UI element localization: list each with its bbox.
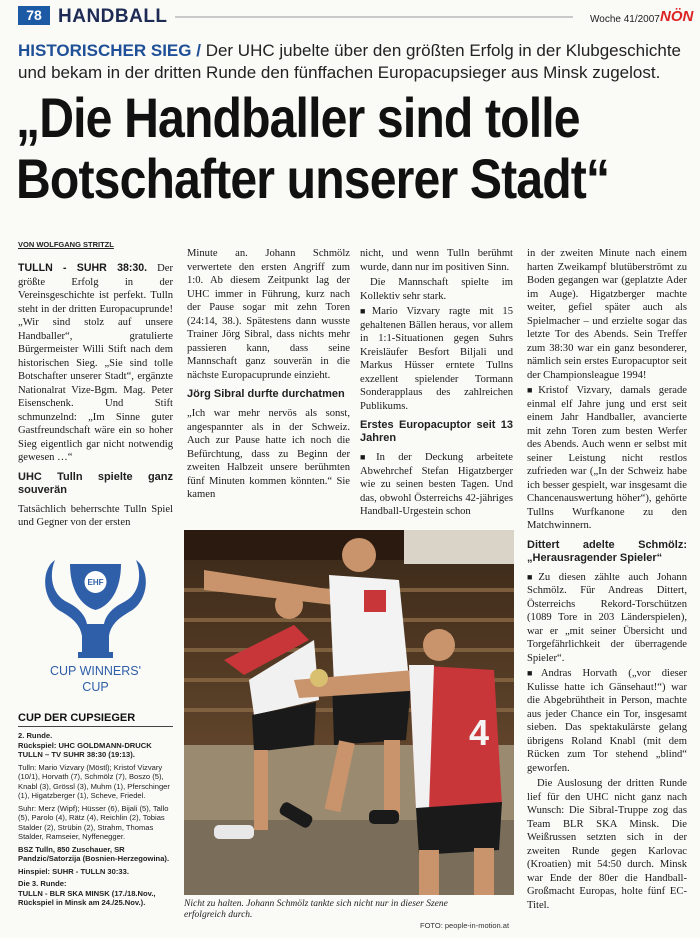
logo-line-1: CUP WINNERS' (49, 664, 142, 678)
article-paragraph: ■ Andras Horvath („vor dieser Kulisse hatte ich Gänsehaut!“) war die Abgebrühtheit in Person, machte aus jeder Chance ein Tor, insgesamt sieben. Das spektakulärste gelang übrigens Roland Knabl (mit dem Rücken zum Tor stehend „blind“ geworfen. (527, 667, 687, 775)
article-paragraph: ■ Zu diesen zählte auch Johann Schmölz. Für Andreas Dittert, Österreichs Rekord-Torschützen (1089 Tore in 203 Länderspielen), war er „mit seiner Übersicht und Torgefährlichkeit der überragende Spieler“. (527, 571, 687, 666)
article-paragraph: Der größte Erfolg in der Vereinsgeschichte ist perfekt. Tulln steht in der dritten Europacuprunde! „Wir sind stolz auf unsere Handballer“, gratulierte Bürgermeister Willi Stift nach dem historischen Sieg. „Sie sind tolle Botschafter unserer Stadt“, ergänzte Nationalrat Vize-Bgm. Mag. Peter Eisenschenk. Und Stift schmunzelnd: „Im Sinne guter Gastfreundschaft wäre ein so hoher Sieg eigentlich gar nicht notwendig gewesen …“ (18, 263, 173, 463)
article-paragraph: Minute an. Johann Schmölz verwertete den ersten Angriff zum 1:0. Ab diesem Zeitpunkt lag der UHC immer in Führung, kurz nach der Pause sogar mit zehn Toren (24:14, 38.). Spätestens dann wusste Trainer Jörg Sibral, dass nichts mehr passieren kann, dass seine Mannschaft ganz souverän in die nächste Europacuprunde einzieht. (187, 248, 350, 381)
stats-lineup-tulln: Tulln: Mario Vizvary (Möstl); Kristof Vizvary (10/1), Horvath (7), Schmölz (7), Boszo (5), Knabl (3), Grössl (3), Muhm (1), Pferschinger (1), Higatzberger (1), Scheve, Friedel. (18, 762, 170, 800)
header-divider (175, 16, 573, 18)
stats-first-leg: Hinspiel: SUHR - TULLN 30:33. (18, 866, 129, 876)
stats-title: CUP DER CUPSIEGER (18, 712, 136, 724)
section-title: HANDBALL (58, 6, 168, 27)
article-paragraph: in der zweiten Minute nach einem harten Zweikampf blutüberströmt zu Boden gegangen war (geplatzte Ader im Auge). Higatzberger machte weiter, gefiel später auch als Spielmacher – und erzielte sogar das letzte Tor des Abends. Sein Treffer zum 38:30 war ein ganz besonderer, nämlich sein erstes Europacuptor seit der Championsleague 1994! (527, 248, 687, 381)
kicker-label: HISTORISCHER SIEG / (18, 41, 201, 60)
headline-line-1: „Die Handballer sind tolle (16, 86, 580, 149)
article-column-4 (527, 247, 687, 914)
issue-week: Woche 41/2007 (590, 14, 660, 25)
match-photo (184, 530, 514, 895)
article-column-2 (187, 247, 350, 504)
stats-round-3: Die 3. Runde: (18, 879, 67, 888)
cup-winners-cup-logo (18, 540, 173, 695)
stats-round: 2. Runde. (18, 731, 53, 740)
handball-scene-illustration (184, 530, 514, 895)
article-paragraph: Tatsächlich beherrschte Tulln Spiel und Gegner von der ersten (18, 503, 173, 528)
headline-line-2: Botschafter unserer Stadt“ (16, 147, 610, 210)
article-paragraph: Die Auslosung der dritten Runde lief für den UHC nicht ganz nach Wunsch: Die Sibral-Truppe zog das Team BLR SKA Minsk. Die Weißrussen setzten sich in der zweiten Runde gegen Karlovac (Kroatien) mit 54:50 durch. Minsk war Ende der 80er die Handball-Großmacht Europas, holte fünf EC-Titel. (527, 778, 687, 911)
kicker-block (18, 40, 682, 84)
jersey-number: 4 (468, 712, 490, 753)
photo-caption: Nicht zu halten. Johann Schmölz tankte sich nicht nur in dieser Szene erfolgreich durch. (184, 899, 448, 920)
brand-logo: NÖN (660, 8, 694, 25)
subheading: Erstes Europacuptor seit 13 Jahren (360, 419, 513, 444)
stats-result: Rückspiel: UHC GOLDMANN-DRUCK TULLN – TV SUHR 38:30 (19:13). (18, 740, 152, 759)
byline: VON WOLFGANG STRITZL (18, 240, 114, 249)
stats-round-3-match: TULLN - BLR SKA MINSK (17./18.Nov., Rückspiel in Minsk am 24./25.Nov.). (18, 888, 156, 907)
subheading: UHC Tulln spielte ganz souverän (18, 470, 173, 496)
photo-credit: FOTO: people-in-motion.at (420, 921, 510, 930)
article-lead: TULLN - SUHR 38:30. (18, 262, 148, 274)
article-paragraph: ■ Kristof Vizvary, damals gerade einmal elf Jahre jung und erst seit einem Jahr Handballer, avancierte mit zehn Toren zum besten Werfer des Abends. Auch wenn er selbst mit seiner Leistung nicht restlos zufrieden war („In der Schweiz habe ich besser gespielt, war insgesamt die Chancenauswertung höher“), gehörte Tullns Wurfkanone zu den Matchwinnern. (527, 384, 687, 533)
subheading: Jörg Sibral durfte durchatmen (187, 388, 345, 400)
article-paragraph: nicht, und wenn Tulln berühmt wurde, dann nur im positiven Sinn. (360, 248, 513, 273)
article-paragraph: Die Mannschaft spielte im Kollektiv sehr stark. (360, 277, 513, 302)
page-number: 78 (18, 6, 50, 25)
article-column-3 (360, 247, 513, 521)
article-paragraph: ■ Mario Vizvary ragte mit 15 gehaltenen Bällen heraus, vor allem in 1:1-Situationen gegen Suhrs Kreisläufer Besfort Biljali und Markus Hüsser erntete Tullns exzellent spielender Tormann Sonderapplaus des zahlreichen Publikums. (360, 305, 513, 413)
stats-lineup-suhr: Suhr: Merz (Wipf); Hüsser (6), Bijali (5), Tallo (5), Parolo (4), Rätz (4), Reichlin (2), Tobias Stalder (2), Strübin (2), Strahm, Thomas Stalder, Ramseier, Nyffenegger. (18, 803, 169, 841)
logo-line-2: CUP (82, 680, 109, 694)
trophy-icon (18, 540, 173, 695)
kicker-text: Der UHC jubelte über den größten Erfolg in der Klubgeschichte und bekam in der dritten Runde den fünffachen Europacupsieger aus Minsk zugelost. (18, 41, 681, 82)
stats-divider (18, 726, 173, 727)
article-column-1 (18, 262, 173, 532)
stats-box (18, 731, 173, 911)
article-paragraph: „Ich war mehr nervös als sonst, angespannter als in der Schweiz. Auch zur Pause hatte ich noch die Befürchtung, dass zu Beginn der zweiten Halbzeit unsere berühmten fünf Minuten kommen könnten.“ Sie kamen (187, 408, 350, 500)
logo-badge: EHF (87, 578, 104, 587)
article-paragraph: ■ In der Deckung arbeitete Abwehrchef Stefan Higatzberger wie zu seinen besten Tagen. Und das, obwohl Österreichs 42-jähriges Handball-Urgestein schon (360, 451, 513, 519)
subheading: Dittert adelte Schmölz: „Herausragender Spieler“ (527, 538, 687, 564)
stats-venue: BSZ Tulln, 850 Zuschauer, SR Pandzic/Satorzija (Bosnien-Herzegowina). (18, 844, 170, 863)
headline (16, 87, 687, 209)
